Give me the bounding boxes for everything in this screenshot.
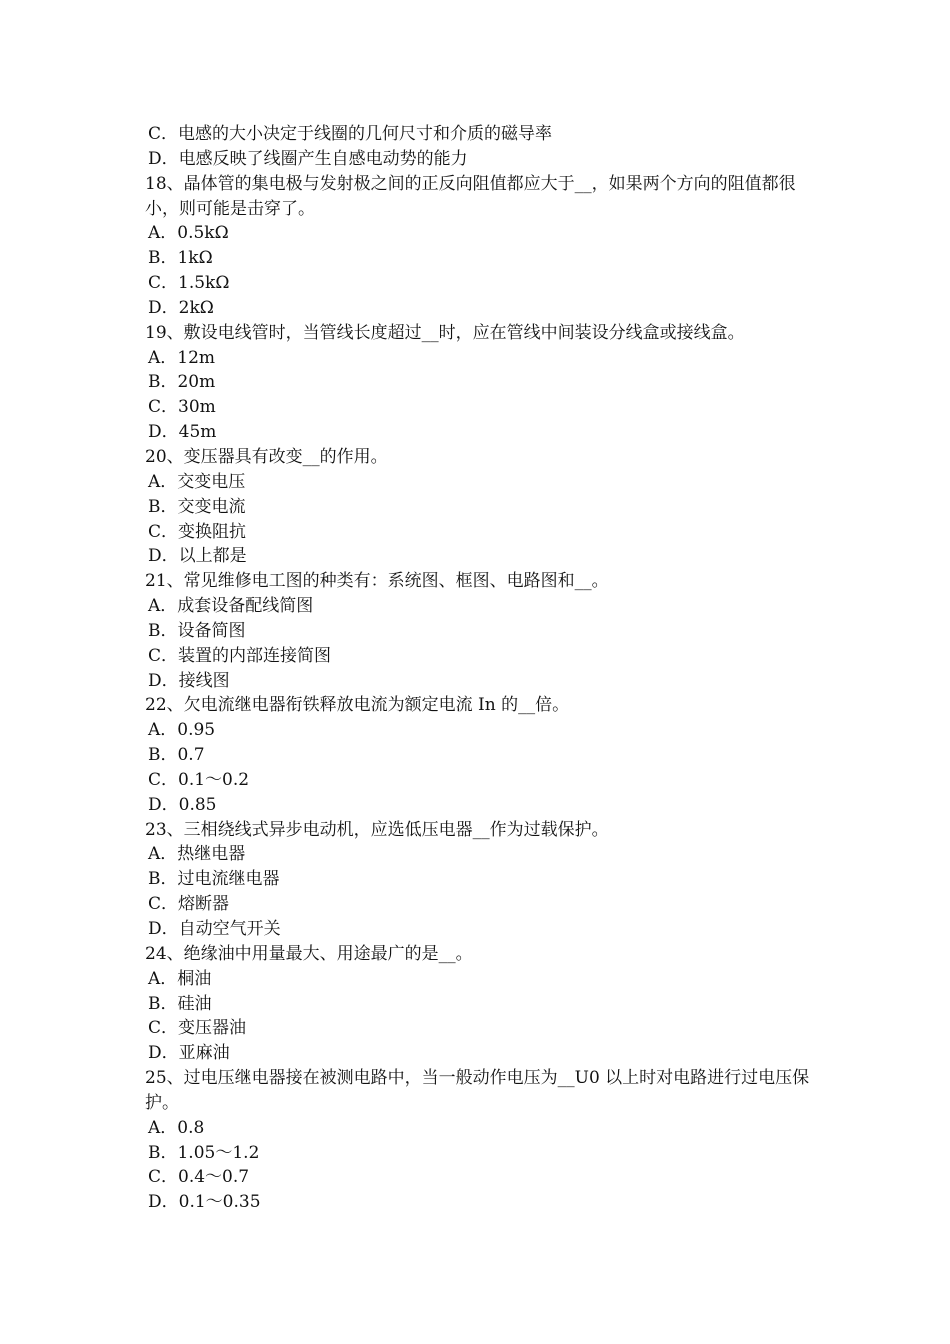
option-c: C．熔断器 xyxy=(148,894,230,915)
option-c: C．装置的内部连接简图 xyxy=(148,645,332,666)
option-d: D．2kΩ xyxy=(148,297,214,318)
option-a: A．0.8 xyxy=(148,1117,205,1138)
question-text: 21、常见维修电工图的种类有：系统图、框图、电路图和__。 xyxy=(145,571,609,592)
option-d: D．自动空气开关 xyxy=(148,919,281,939)
question-21 xyxy=(145,569,810,693)
previous-question-options xyxy=(145,122,810,172)
option-c: C．变换阻抗 xyxy=(148,521,247,542)
question-text: 18、晶体管的集电极与发射极之间的正反向阻值都应大于__，如果两个方向的阻值都很小，则可能是击穿了。 xyxy=(145,173,796,219)
option-d: D．以上都是 xyxy=(148,546,247,567)
option-b: B．1kΩ xyxy=(148,248,213,269)
question-19 xyxy=(145,321,810,445)
option-b: B．交变电流 xyxy=(148,496,246,517)
option-b: B．1.05～1.2 xyxy=(148,1142,260,1163)
option-c: C．30m xyxy=(148,397,216,418)
option-b: B．过电流继电器 xyxy=(148,869,280,890)
question-18 xyxy=(145,172,810,321)
option-d: D．亚麻油 xyxy=(148,1043,230,1064)
option-d: D．接线图 xyxy=(148,670,230,691)
option-b: B．20m xyxy=(148,372,216,393)
option-a: A．热继电器 xyxy=(148,844,246,865)
option-a: A．桐油 xyxy=(148,968,212,989)
option-c: C．0.1～0.2 xyxy=(148,769,250,790)
question-20 xyxy=(145,445,810,569)
option-a: A．0.5kΩ xyxy=(148,223,229,244)
option-b: B．硅油 xyxy=(148,993,212,1014)
question-text: 19、敷设电线管时，当管线长度超过__时，应在管线中间装设分线盒或接线盒。 xyxy=(145,322,745,343)
exam-content xyxy=(145,122,810,1215)
question-24 xyxy=(145,942,810,1066)
option-a: A．12m xyxy=(148,347,216,368)
option-d: D．0.85 xyxy=(148,794,217,815)
question-text: 20、变压器具有改变__的作用。 xyxy=(145,446,388,467)
option-c: C．变压器油 xyxy=(148,1018,247,1039)
option-c: C．电感的大小决定于线圈的几何尺寸和介质的磁导率 xyxy=(148,124,553,144)
option-a: A．交变电压 xyxy=(148,471,246,492)
option-b: B．0.7 xyxy=(148,745,205,766)
question-text: 24、绝缘油中用量最大、用途最广的是__。 xyxy=(145,943,473,964)
option-b: B．设备简图 xyxy=(148,620,246,641)
question-text: 22、欠电流继电器衔铁释放电流为额定电流 In 的__倍。 xyxy=(145,695,570,716)
option-c: C．0.4～0.7 xyxy=(148,1167,250,1188)
option-d: D．45m xyxy=(148,422,217,443)
option-c: C．1.5kΩ xyxy=(148,273,230,294)
option-d: D．0.1～0.35 xyxy=(148,1192,261,1213)
option-d: D．电感反映了线圈产生自感电动势的能力 xyxy=(148,148,468,169)
option-a: A．0.95 xyxy=(148,720,216,741)
question-22 xyxy=(145,693,810,817)
question-text: 23、三相绕线式异步电动机，应选低压电器__作为过载保护。 xyxy=(145,819,609,840)
option-a: A．成套设备配线简图 xyxy=(148,596,314,617)
question-23 xyxy=(145,818,810,942)
question-text: 25、过电压继电器接在被测电路中，当一般动作电压为__U0 以上时对电路进行过电压保护。 xyxy=(145,1068,810,1113)
question-25 xyxy=(145,1066,810,1215)
